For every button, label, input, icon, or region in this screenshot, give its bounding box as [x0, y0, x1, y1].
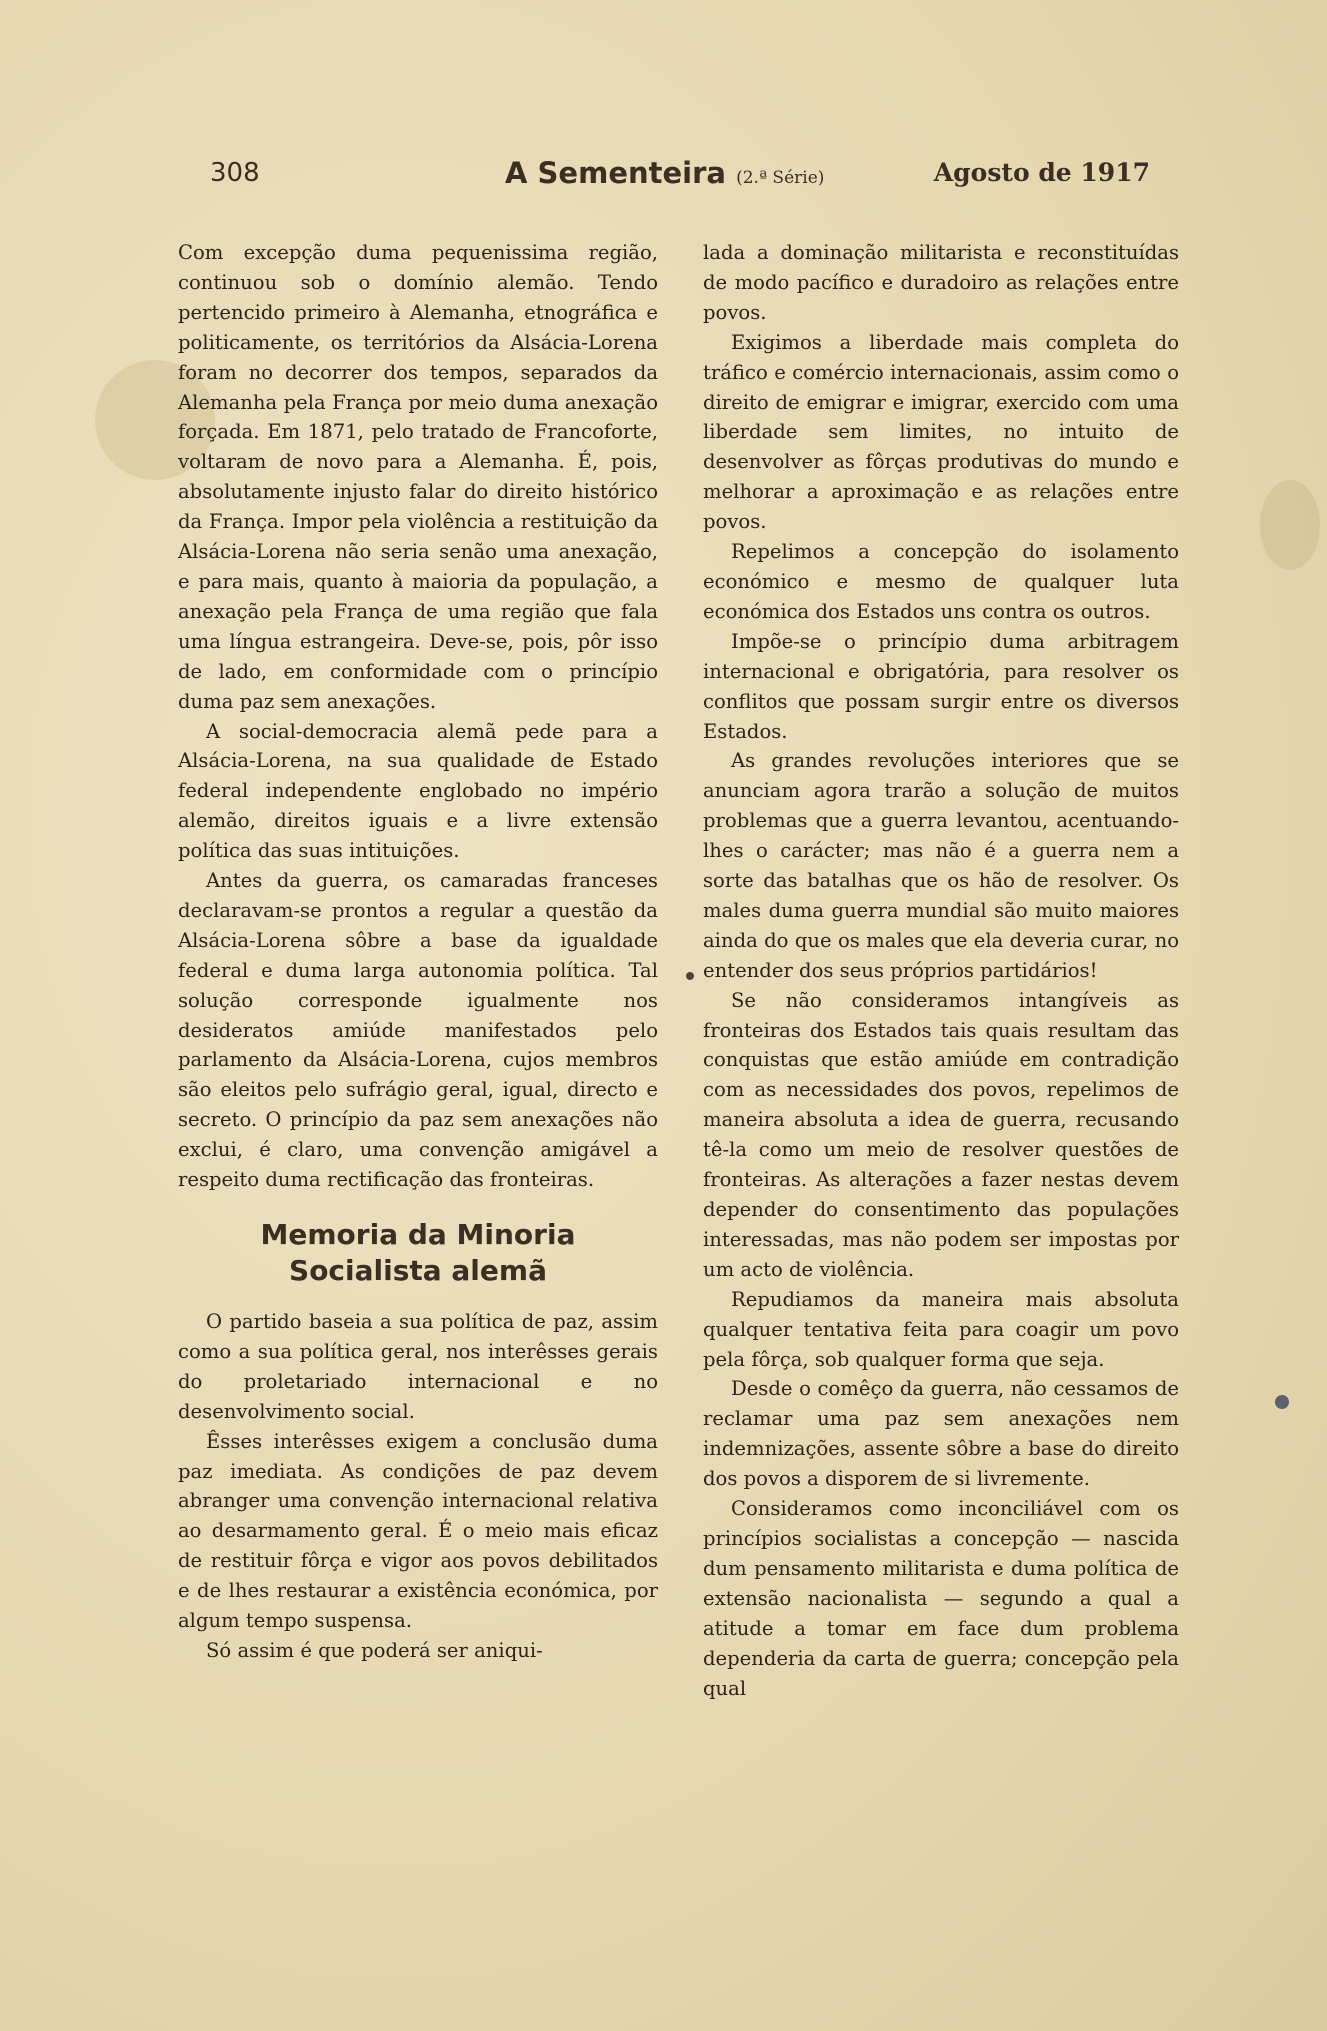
- section-heading-line: Socialista alemã: [289, 1254, 547, 1287]
- journal-name: A Sementeira: [505, 156, 726, 190]
- paragraph: Desde o comêço da guerra, não cessamos de reclamar uma paz sem anexações nem indemnizações, assente sôbre a base do direito dos povos a disporem de si livremente.: [703, 1377, 1179, 1491]
- page-number: 308: [210, 158, 260, 188]
- issue-date: Agosto de 1917: [933, 158, 1150, 187]
- paper-stain: [1275, 1395, 1289, 1409]
- paragraph: A social-democracia alemã pede para a Alsácia-Lorena, na sua qualidade de Estado federal independente englobado no império alemão, direitos iguais e a livre extensão política das suas intituições.: [178, 719, 658, 863]
- paragraph: Consideramos como inconciliável com os princípios socialistas a concepção — nascida dum pensamento militarista e duma política de extensão nacionalista — segundo a qual a atitude a tomar em face dum problema dependeria da carta de guerra; concepção pela qual: [703, 1497, 1179, 1700]
- paper-stain: [686, 972, 694, 980]
- paragraph: Repudiamos da maneira mais absoluta qualquer tentativa feita para coagir um povo pela fôrça, sob qualquer forma que seja.: [703, 1287, 1179, 1371]
- paragraph: lada a dominação militarista e reconstituídas de modo pacífico e duradoiro as relações entre povos.: [703, 241, 1179, 324]
- paragraph: As grandes revoluções interiores que se anunciam agora trarão a solução de muitos problemas que a guerra levantou, acentuando-lhes o carácter; mas não é a guerra nem a sorte das batalhas que os hão de resolver. Os males duma guerra mundial são muito maiores ainda do que os males que ela deveria curar, no entender dos seus próprios partidários!: [703, 749, 1179, 982]
- paragraph: Impõe-se o princípio duma arbitragem internacional e obrigatória, para resolver os conflitos que possam surgir entre os diversos Estados.: [703, 629, 1179, 743]
- page-header: [210, 152, 1150, 202]
- paper-stain: [1260, 480, 1320, 570]
- right-column: [703, 238, 1179, 1703]
- journal-title: [505, 156, 824, 190]
- journal-series: (2.ª Série): [736, 168, 825, 188]
- paragraph: O partido baseia a sua política de paz, assim como a sua política geral, nos interêsses gerais do proletariado internacional e no desenvolvimento social.: [178, 1310, 658, 1423]
- paragraph: Exigimos a liberdade mais completa do tráfico e comércio internacionais, assim como o direito de emigrar e imigrar, exercido com uma liberdade sem limites, no intuito de desenvolver as fôrças produtivas do mundo e melhorar a aproximação e as relações entre povos.: [703, 330, 1179, 534]
- section-heading: [178, 1217, 658, 1289]
- paragraph: Se não consideramos intangíveis as fronteiras dos Estados tais quais resultam das conquistas que estão amiúde em contradição com as necessidades dos povos, repelimos de maneira absoluta a idea de guerra, recusando tê-la como um meio de resolver questões de fronteiras. As alterações a fazer nestas devem depender do consentimento das populações interessadas, mas não podem ser impostas por um acto de violência.: [703, 988, 1179, 1281]
- paragraph: Antes da guerra, os camaradas franceses declaravam-se prontos a regular a questão da Alsácia-Lorena sôbre a base da igualdade federal e duma larga autonomia política. Tal solução corresponde igualmente nos desideratos amiúde manifestados pelo parlamento da Alsácia-Lorena, cujos membros são eleitos pelo sufrágio geral, igual, directo e secreto. O princípio da paz sem anexações não exclui, é claro, uma convenção amigável a respeito duma rectificação das fronteiras.: [178, 869, 658, 1192]
- left-column: [178, 238, 658, 1666]
- paragraph: Êsses interêsses exigem a conclusão duma paz imediata. As condições de paz devem abranger uma convenção internacional relativa ao desarmamento geral. É o meio mais eficaz de restituir fôrça e vigor aos povos debilitados e de lhes restaurar a existência económica, por algum tempo suspensa.: [178, 1429, 658, 1633]
- section-heading-line: Memoria da Minoria: [260, 1218, 576, 1251]
- paragraph: Só assim é que poderá ser aniqui-: [206, 1638, 543, 1662]
- paragraph: Com excepção duma pequenissima região, continuou sob o domínio alemão. Tendo pertencido primeiro à Alemanha, etnográfica e politicamente, os territórios da Alsácia-Lorena foram no decorrer dos tempos, separados da Alemanha pela França por meio duma anexação forçada. Em 1871, pelo tratado de Francoforte, voltaram de novo para a Alemanha. É, pois, absolutamente injusto falar do direito histórico da França. Impor pela violência a restituição da Alsácia-Lorena não seria senão uma anexação, e para mais, quanto à maioria da população, a anexação pela França de uma região que fala uma língua estrangeira. Deve-se, pois, pôr isso de lado, em conformidade com o princípio duma paz sem anexações.: [178, 241, 658, 713]
- paragraph: Repelimos a concepção do isolamento económico e mesmo de qualquer luta económica dos Estados uns contra os outros.: [703, 540, 1179, 623]
